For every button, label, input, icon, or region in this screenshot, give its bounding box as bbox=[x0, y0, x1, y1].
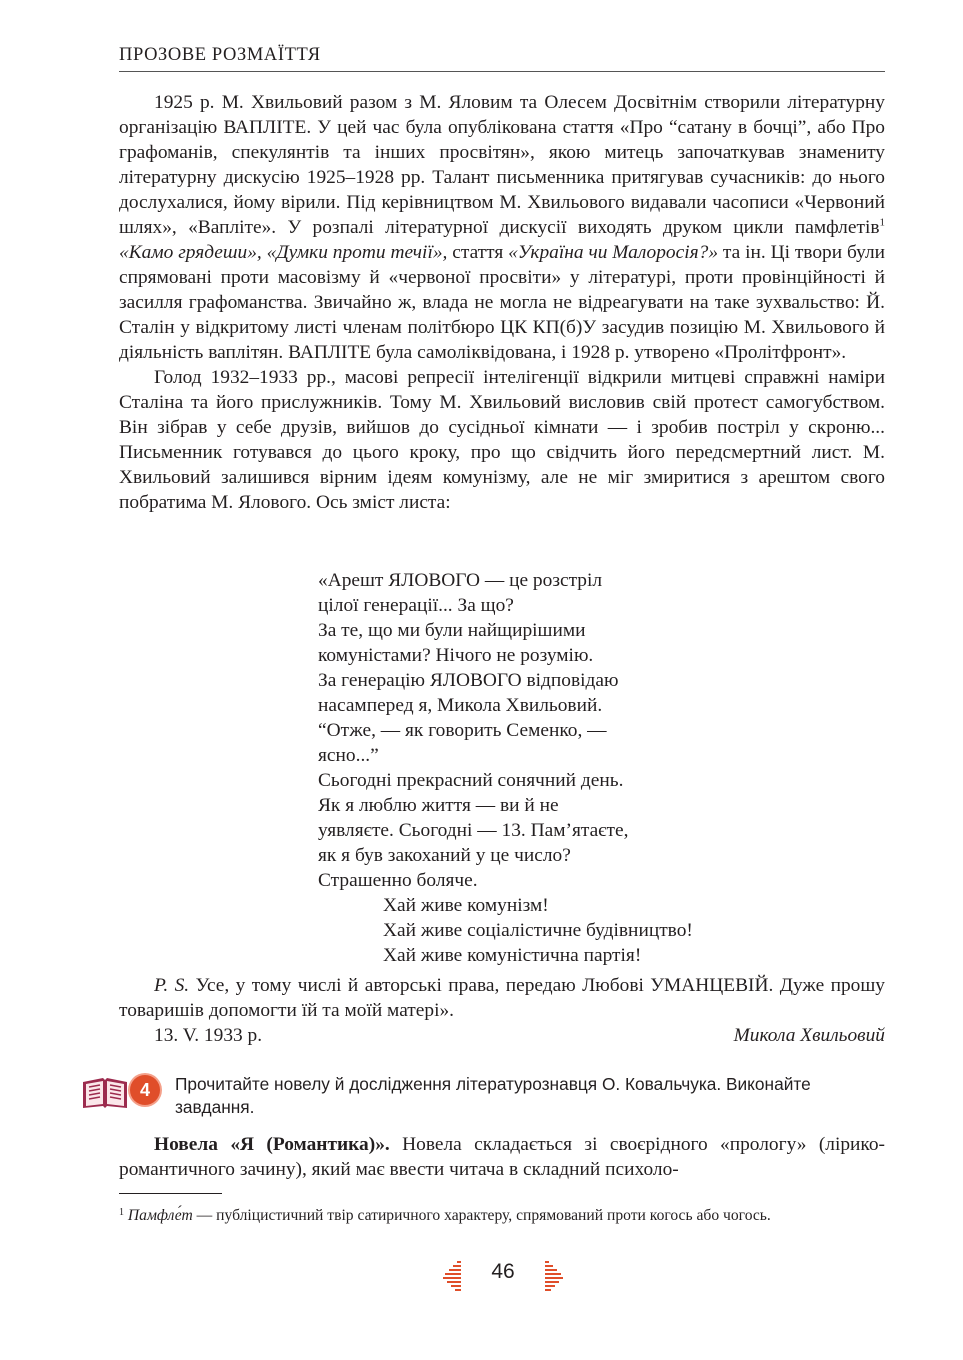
farewell-letter bbox=[318, 568, 738, 968]
letter-cheer: Хай живе комунізм! bbox=[383, 895, 549, 916]
letter-line: “Отже, — як говорить Семенко, — bbox=[318, 720, 607, 741]
letter-line: ясно...” bbox=[318, 745, 379, 766]
open-book-icon bbox=[81, 1076, 129, 1110]
letter-line: насамперед я, Микола Хвильовий. bbox=[318, 695, 603, 716]
letter-line: цілої генерації... За що? bbox=[318, 595, 514, 616]
letter-cheer: Хай живе комуністична партія! bbox=[383, 945, 642, 966]
page-ornament-left-icon bbox=[441, 1260, 463, 1294]
paragraph-vaplite-part-a: 1925 р. М. Хвильовий разом з М. Яловим та Олесем Досвітнім створили літературну організацію ВАПЛІТЕ. У цей час була опублікована стаття «Про “сатану в бочці”, або Про графоманів, спекулянтів та інших просвітян», якою митець започаткував знамениту літературну дискусію 1925–1928 рр. Талант письменника притягував сучасників: до нього дослухалися, йому вірили. Під керівництвом М. Хвильового видавали часописи «Червоний шлях», «Вапліте». У розпалі літературної дискусії виходять друком цикли памфлетів bbox=[119, 92, 885, 238]
paragraph-vaplite-part-b: стаття bbox=[447, 242, 509, 263]
postscript-label: P. S. bbox=[154, 975, 190, 996]
task-instruction: Прочитайте новелу й дослідження літературознавця О. Ковальчука. Виконайте завдання. bbox=[175, 1074, 811, 1117]
letter-line: Страшенно боляче. bbox=[318, 870, 478, 891]
header-title: ПРОЗОВЕ РОЗМАЇТТЯ bbox=[119, 45, 321, 65]
intro-section bbox=[119, 90, 885, 515]
novela-section bbox=[119, 1132, 885, 1182]
letter-line: комуністами? Нічого не розумію. bbox=[318, 645, 594, 666]
task-number-badge: 4 bbox=[130, 1075, 160, 1105]
letter-line: За генерацію ЯЛОВОГО відповідаю bbox=[318, 670, 619, 691]
letter-line: «Арешт ЯЛОВОГО — це розстріл bbox=[318, 570, 603, 591]
page-number: 46 bbox=[491, 1260, 515, 1283]
footnote-text: — публіцистичний твір сатиричного характеру, спрямований проти когось або чогось. bbox=[192, 1207, 771, 1224]
letter-cheer: Хай живе соціалістичне будівництво! bbox=[383, 920, 693, 941]
postscript-paragraph bbox=[119, 973, 885, 1023]
letter-line: уявляєте. Сьогодні — 13. Пам’ятаєте, bbox=[318, 820, 629, 841]
footnote-ref[interactable]: 1 bbox=[879, 216, 885, 229]
footnote-mark: 1 bbox=[119, 1207, 124, 1218]
running-header bbox=[119, 44, 885, 72]
paragraph-vaplite bbox=[119, 90, 885, 365]
letter-line: як я був закоханий у це число? bbox=[318, 845, 571, 866]
footnote-term: Памфле́т bbox=[127, 1207, 193, 1224]
footnote bbox=[119, 1202, 885, 1227]
letter-signature: Микола Хвильовий bbox=[733, 1025, 885, 1046]
article-title: «Україна чи Малоросія?» bbox=[508, 242, 719, 263]
letter-line: За те, що ми були найщирішими bbox=[318, 620, 586, 641]
letter-line: Як я люблю життя — ви й не bbox=[318, 795, 559, 816]
letter-footer bbox=[154, 1023, 885, 1048]
novela-text: Новела складається зі своєрідного «прологу» (лірико-романтичного зачину), який має ввести читача в складний психоло- bbox=[119, 1134, 885, 1180]
novela-heading: Новела «Я (Романтика)». bbox=[154, 1134, 390, 1155]
letter-line: Сьогодні прекрасний сонячний день. bbox=[318, 770, 624, 791]
paragraph-vaplite-part-c: та ін. Ці твори були спрямовані проти масовізму й «червоної просвіти» у літературі, проти провінційності й засилля графоманства. Звичайно ж, влада не могла не відреагувати на таке зухвальство: Й. Сталін у відкритому листі членам політбюро ЦК КП(б)У засудив позицію М. Хвильового й діяльність ваплітян. ВАПЛІТЕ була самоліквідована, і 1928 р. утворено «Пролітфронт». bbox=[119, 242, 885, 363]
page-ornament-right-icon bbox=[543, 1260, 565, 1294]
task-block bbox=[81, 1072, 891, 1122]
letter-date: 13. V. 1933 р. bbox=[154, 1025, 263, 1046]
postscript-text: Усе, у тому числі й авторські права, передаю Любові УМАНЦЕВІЙ. Дуже прошу товаришів допомогти їй та моїй матері». bbox=[119, 975, 885, 1021]
footnote-divider bbox=[119, 1193, 222, 1194]
pamphlet-titles: «Камо грядеши», «Думки проти течії», bbox=[119, 242, 448, 263]
letter-postscript bbox=[119, 973, 885, 1023]
page-number-block bbox=[441, 1256, 565, 1296]
paragraph-famine: Голод 1932–1933 рр., масові репресії інтелігенції відкрили митцеві справжні наміри Сталіна та його прислужників. Тому М. Хвильовий висловив свій протест самогубством. Він зібрав у себе друзів, вийшов до сусідньої кімнати — і зробив постріл у скроню... Письменник готувався до цього кроку, про що свідчить його передсмертний лист. М. Хвильовий залишився вірним ідеям комунізму, але не міг змиритися з арештом свого побратима М. Ялового. Ось зміст листа: bbox=[119, 367, 885, 513]
novela-paragraph bbox=[119, 1132, 885, 1182]
